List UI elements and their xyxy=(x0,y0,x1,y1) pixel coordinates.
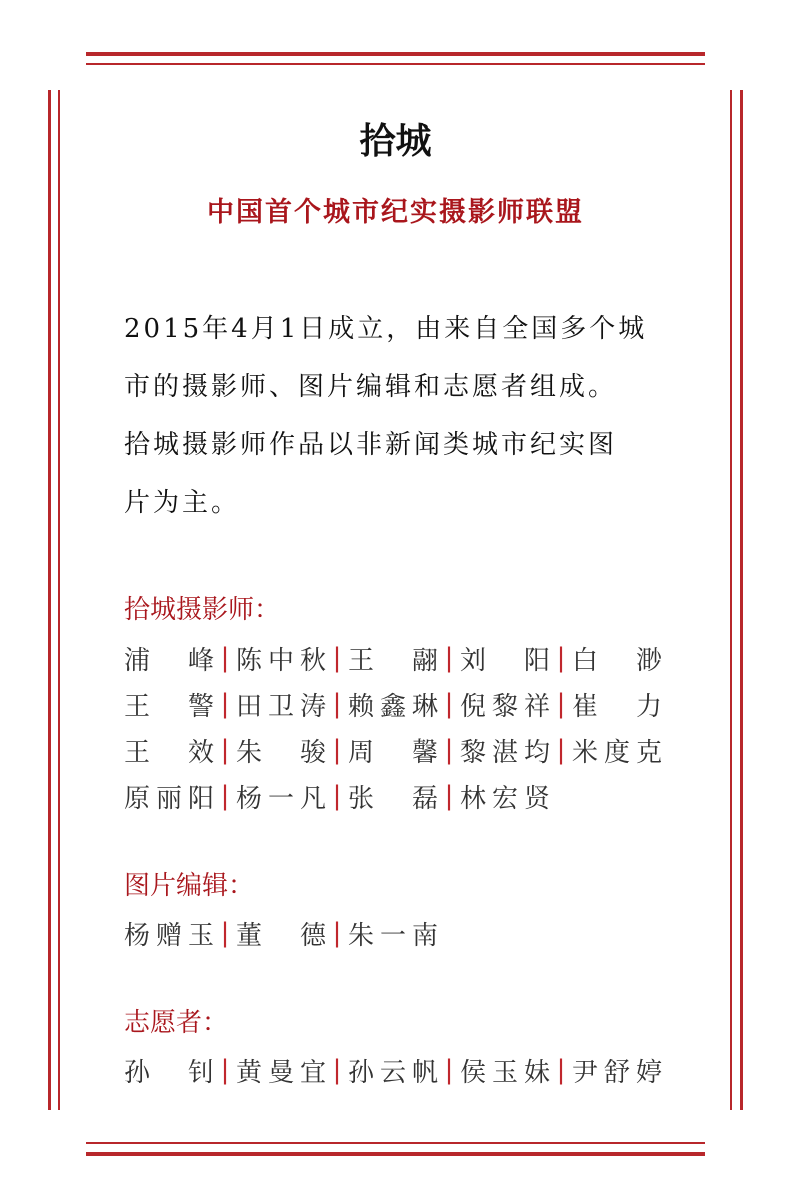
bottom-border-line-outer xyxy=(86,1152,705,1156)
member-name: 林宏贤 xyxy=(460,783,550,814)
bottom-border-line-inner xyxy=(86,1142,705,1144)
name-separator: | xyxy=(220,689,230,719)
photographers-heading: 拾城摄影师： xyxy=(124,595,281,625)
page-subtitle: 中国首个城市纪实摄影师联盟 xyxy=(207,197,584,228)
member-name: 周 馨 xyxy=(348,737,438,768)
member-name: 赖鑫琳 xyxy=(348,691,438,722)
member-name: 浦 峰 xyxy=(124,645,214,676)
intro-line: 片为主。 xyxy=(124,488,241,518)
top-border-line-inner xyxy=(86,63,705,65)
name-separator: | xyxy=(332,689,342,719)
member-name: 杨一凡 xyxy=(236,783,326,814)
name-separator: | xyxy=(444,1055,454,1085)
member-name: 张 磊 xyxy=(348,783,438,814)
name-separator: | xyxy=(444,689,454,719)
volunteers-heading: 志愿者： xyxy=(124,1008,229,1038)
member-name: 朱 骏 xyxy=(236,737,326,768)
name-separator: | xyxy=(332,1055,342,1085)
member-name: 孙 钊 xyxy=(124,1057,214,1088)
name-separator: | xyxy=(220,1055,230,1085)
member-name: 原丽阳 xyxy=(124,783,214,814)
right-border-line-outer xyxy=(740,90,743,1110)
name-separator: | xyxy=(220,643,230,673)
name-separator: | xyxy=(556,643,566,673)
name-separator: | xyxy=(556,1055,566,1085)
name-separator: | xyxy=(444,735,454,765)
editors-row xyxy=(124,913,438,953)
member-name: 白 渺 xyxy=(572,645,662,676)
member-name: 侯玉妹 xyxy=(460,1057,550,1088)
name-separator: | xyxy=(444,781,454,811)
right-border-line-inner xyxy=(730,90,732,1110)
member-name: 黎湛均 xyxy=(460,737,550,768)
editors-heading: 图片编辑： xyxy=(124,871,255,901)
member-name: 朱一南 xyxy=(348,920,438,951)
intro-line: 市的摄影师、图片编辑和志愿者组成。 xyxy=(124,372,618,402)
name-separator: | xyxy=(556,735,566,765)
photographers-row xyxy=(124,638,662,678)
photographers-row xyxy=(124,776,550,816)
intro-paragraph xyxy=(124,300,684,532)
intro-line: 拾城摄影师作品以非新闻类城市纪实图 xyxy=(124,430,618,460)
member-name: 倪黎祥 xyxy=(460,691,550,722)
member-name: 孙云帆 xyxy=(348,1057,438,1088)
volunteers-row xyxy=(124,1050,662,1090)
intro-line: 2015年4月1日成立，由来自全国多个城 xyxy=(124,314,648,344)
name-separator: | xyxy=(220,781,230,811)
name-separator: | xyxy=(444,643,454,673)
name-separator: | xyxy=(220,735,230,765)
member-name: 米度克 xyxy=(572,737,662,768)
member-name: 王 效 xyxy=(124,737,214,768)
member-name: 刘 阳 xyxy=(460,645,550,676)
member-name: 王 翮 xyxy=(348,645,438,676)
left-border-line-outer xyxy=(48,90,51,1110)
photographers-row xyxy=(124,730,662,770)
member-name: 杨赠玉 xyxy=(124,920,214,951)
name-separator: | xyxy=(332,781,342,811)
left-border-line-inner xyxy=(58,90,60,1110)
name-separator: | xyxy=(332,918,342,948)
name-separator: | xyxy=(332,643,342,673)
member-name: 陈中秋 xyxy=(236,645,326,676)
member-name: 董 德 xyxy=(236,920,326,951)
member-name: 尹舒婷 xyxy=(572,1057,662,1088)
name-separator: | xyxy=(556,689,566,719)
member-name: 黄曼宜 xyxy=(236,1057,326,1088)
page-title: 拾城 xyxy=(359,121,432,162)
top-border-line-outer xyxy=(86,52,705,56)
member-name: 王 警 xyxy=(124,691,214,722)
member-name: 田卫涛 xyxy=(236,691,326,722)
member-name: 崔 力 xyxy=(572,691,662,722)
photographers-row xyxy=(124,684,662,724)
name-separator: | xyxy=(220,918,230,948)
name-separator: | xyxy=(332,735,342,765)
